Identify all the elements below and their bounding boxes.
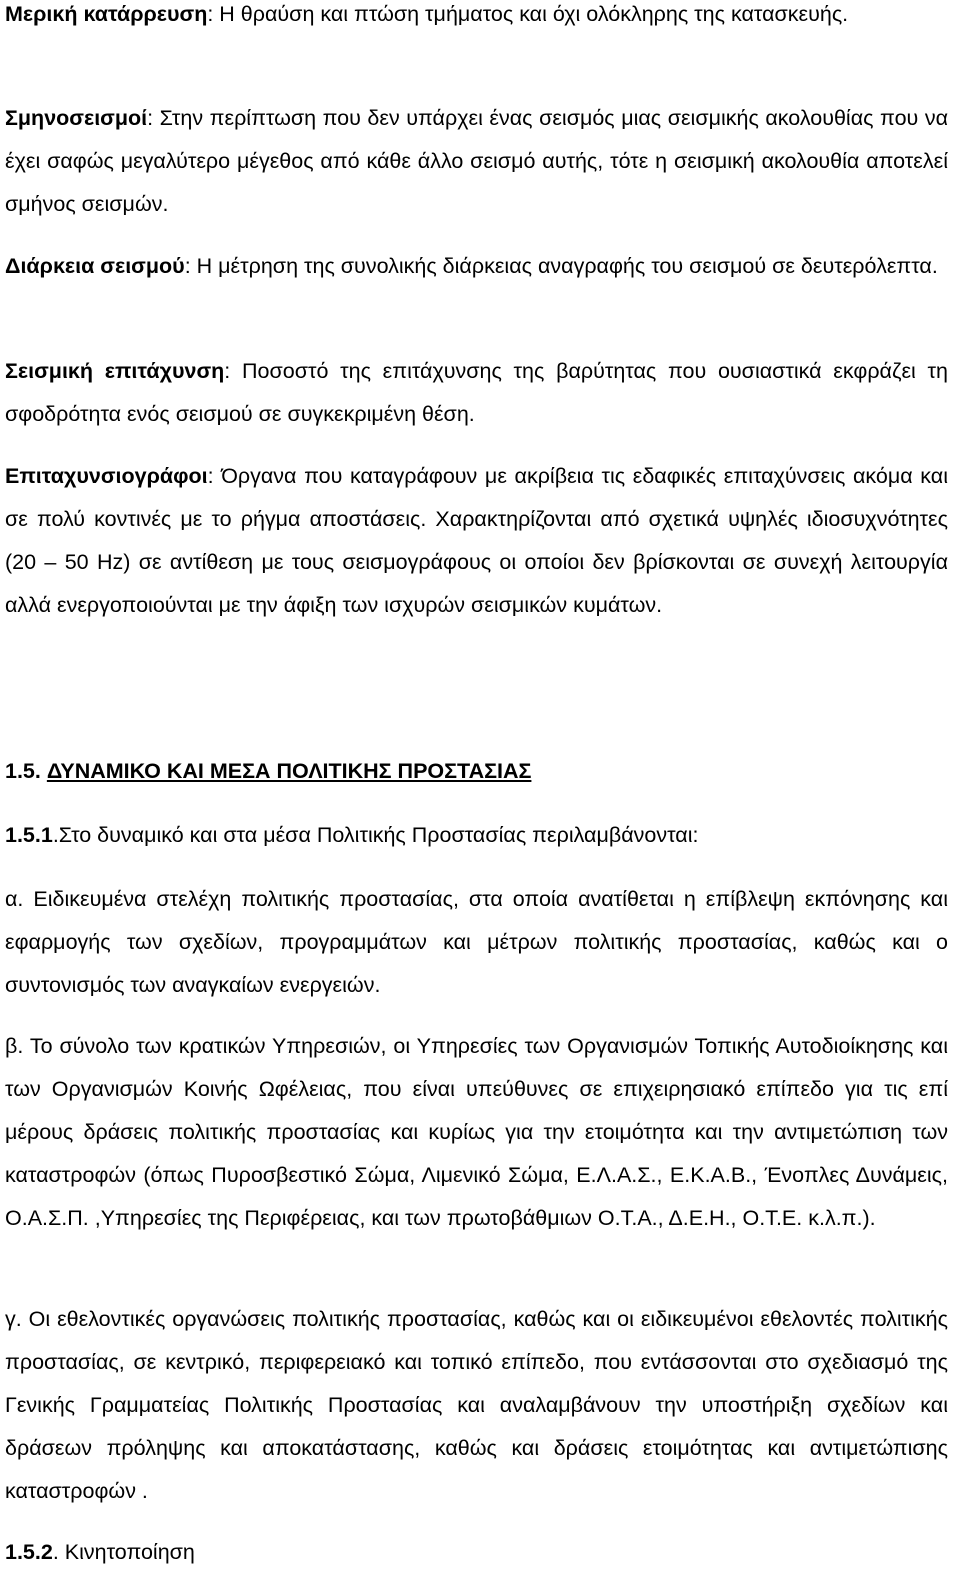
definition-term: Μερική κατάρρευση xyxy=(5,2,208,26)
section-number: 1.5. xyxy=(5,759,41,783)
definition-accelerographs xyxy=(5,455,948,627)
definition-text: : Η μέτρηση της συνολικής διάρκειας αναγραφής του σεισμού σε δευτερόλεπτα. xyxy=(184,254,938,278)
definition-term: Επιταχυνσιογράφοι xyxy=(5,464,208,488)
list-item-a: α. Ειδικευμένα στελέχη πολιτικής προστασίας, στα οποία ανατίθεται η επίβλεψη εκπόνησης και εφαρμογής των σχεδίων, προγραμμάτων και μέτρων πολιτικής προστασίας, καθώς και ο συντονισμός των αναγκαίων ενεργειών. xyxy=(5,887,948,997)
subsection-heading-1 xyxy=(5,814,698,857)
definition-text: : Όργανα που καταγράφουν με ακρίβεια τις εδαφικές επιταχύνσεις ακόμα και σε πολύ κοντινές με το ρήγμα αποστάσεις. Χαρακτηρίζονται από σχετικά υψηλές ιδιοσυχνότητες (20 – 50 Hz) σε αντίθεση με τους σεισμογράφους οι οποίοι δεν βρίσκονται σε συνεχή λειτουργία αλλά ενεργοποιούνται με την άφιξη των ισχυρών σεισμικών κυμάτων. xyxy=(5,464,948,617)
definition-term: Σμηνοσεισμοί xyxy=(5,106,148,130)
definition-text: : Ποσοστό της επιτάχυνσης της βαρύτητας που ουσιαστικά εκφράζει τη σφοδρότητα ενός σεισμού σε συγκεκριμένη θέση. xyxy=(5,359,948,426)
subsection-title: . Κινητοποίηση xyxy=(52,1540,195,1564)
subsection-title: .Στο δυναμικό και στα μέσα Πολιτικής Προστασίας περιλαμβάνονται: xyxy=(52,823,699,847)
definition-term: Διάρκεια σεισμού xyxy=(5,254,185,278)
list-item-b: β. Το σύνολο των κρατικών Υπηρεσιών, οι Υπηρεσίες των Οργανισμών Τοπικής Αυτοδιοίκησης και των Οργανισμών Κοινής Ωφέλειας, που είναι υπεύθυνες σε επιχειρησιακό επίπεδο για τις επί μέρους δράσεις πολιτικής προστασίας και κυρίως για την ετοιμότητα και την αντιμετώπιση των καταστροφών (όπως Πυροσβεστικό Σώμα, Λιμενικό Σώμα, Ε.Λ.Α.Σ., Ε.Κ.Α.Β., Ένοπλες Δυνάμεις, Ο.Α.Σ.Π. ,Υπηρεσίες της Περιφέρειας, και των πρωτοβάθμιων Ο.Τ.Α., Δ.Ε.Η., Ο.Τ.Ε. κ.λ.π.). xyxy=(5,1034,948,1230)
definition-partial-collapse xyxy=(5,0,948,36)
definition-text: : Η θραύση και πτώση τμήματος και όχι ολόκληρης της κατασκευής. xyxy=(207,2,849,26)
section-heading xyxy=(5,750,531,793)
subsection-heading-2 xyxy=(5,1531,195,1574)
list-item-c: γ. Οι εθελοντικές οργανώσεις πολιτικής προστασίας, καθώς και οι ειδικευμένοι εθελοντές πολιτικής προστασίας, σε κεντρικό, περιφερειακό και τοπικό επίπεδο, που εντάσσονται στο σχεδιασμό της Γενικής Γραμματείας Πολιτικής Προστασίας και αναλαμβάνουν την υποστήριξη σχεδίων και δράσεων πρόληψης και αποκατάστασης, καθώς και δράσεις ετοιμότητας και αντιμετώπισης καταστροφών . xyxy=(5,1307,948,1503)
definition-seismic-acceleration xyxy=(5,350,948,436)
definition-term: Σεισμική επιτάχυνση xyxy=(5,359,225,383)
section-title: ΔΥΝΑΜΙΚΟ ΚΑΙ ΜΕΣΑ ΠΟΛΙΤΙΚΗΣ ΠΡΟΣΤΑΣΙΑΣ xyxy=(46,759,532,783)
definition-earthquake-duration xyxy=(5,245,948,288)
subsection-number: 1.5.1 xyxy=(5,823,53,847)
subsection-number: 1.5.2 xyxy=(5,1540,53,1564)
definition-swarm-earthquakes xyxy=(5,97,948,226)
definition-text: : Στην περίπτωση που δεν υπάρχει ένας σεισμός μιας σεισμικής ακολουθίας που να έχει σαφώς μεγαλύτερο μέγεθος από κάθε άλλο σεισμό αυτής, τότε η σεισμική ακολουθία αποτελεί σμήνος σεισμών. xyxy=(5,106,948,216)
